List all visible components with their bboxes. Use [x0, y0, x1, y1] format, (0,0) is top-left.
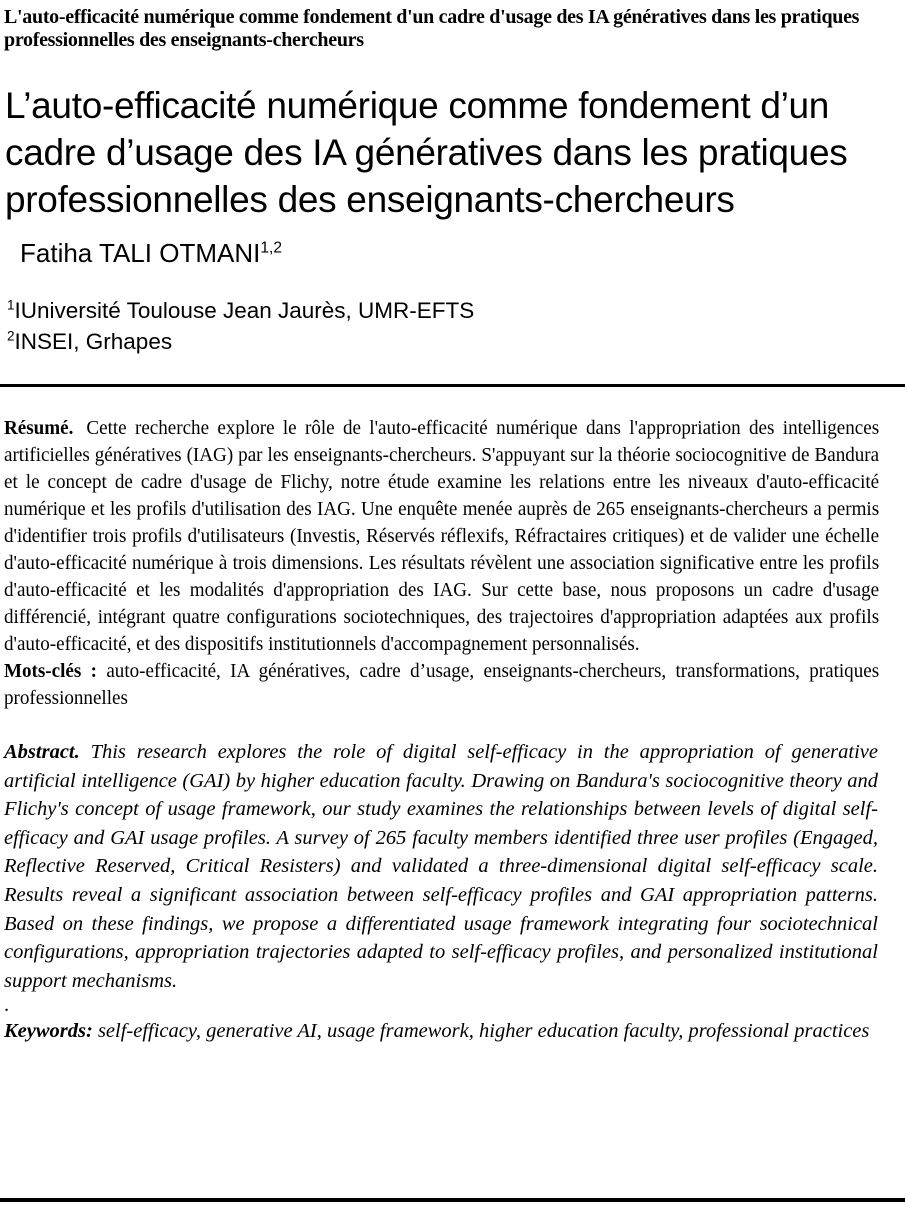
- mots-cles-label: Mots-clés :: [4, 660, 97, 682]
- keywords-label: Keywords:: [4, 1020, 93, 1043]
- resume-paragraph: [4, 415, 879, 658]
- mots-cles-paragraph: [4, 658, 879, 712]
- top-divider: [0, 384, 905, 387]
- affiliation-2-marker: 2: [7, 328, 15, 344]
- resume-text: Cette recherche explore le rôle de l'auto-efficacité numérique dans l'appropriation des intelligences artificielles génératives (IAG) par les enseignants-chercheurs. S'appuyant sur la théorie sociocognitive de Bandura et le concept de cadre d'usage de Flichy, notre étude examine les relations entre les niveaux d'auto-efficacité numérique et les profils d'utilisation des IAG. Une enquête menée auprès de 265 enseignants-chercheurs a permis d'identifier trois profils d'utilisateurs (Investis, Réservés réflexifs, Réfractaires critiques) et de valider une échelle d'auto-efficacité numérique à trois dimensions. Les résultats révèlent une association significative entre les profils d'auto-efficacité et les modalités d'appropriation des IAG. Sur cette base, nous proposons un cadre d'usage différencié, intégrant quatre configurations sociotechniques, des trajectoires d'appropriation adaptées aux profils d'auto-efficacité, et des dispositifs institutionnels d'accompagnement personnalisés.: [4, 417, 880, 655]
- affiliations: [7, 295, 905, 357]
- author-name: Fatiha TALI OTMANI: [20, 238, 261, 268]
- affiliation-2-text: INSEI, Grhapes: [14, 329, 173, 354]
- affiliation-line-2: [7, 326, 905, 357]
- author-superscript: 1,2: [260, 239, 283, 257]
- mots-cles-text: auto-efficacité, IA génératives, cadre d’usage, enseignants-chercheurs, transformations, pratiques professionnelles: [4, 660, 880, 709]
- resume-label: Résumé.: [4, 417, 74, 439]
- keywords-paragraph: [4, 1017, 878, 1046]
- author-line: [20, 238, 905, 268]
- abstract-label: Abstract.: [4, 741, 80, 763]
- affiliation-1-text: IUniversité Toulouse Jean Jaurès, UMR-EFTS: [14, 298, 475, 323]
- english-abstract-section: [4, 738, 878, 1046]
- running-title: L'auto-efficacité numérique comme fondement d'un cadre d'usage des IA génératives dans les pratiques professionnelles des enseignants-chercheurs: [4, 6, 860, 51]
- abstract-paragraph: [4, 738, 878, 995]
- affiliation-line-1: [7, 295, 905, 326]
- page-title: L’auto-efficacité numérique comme fondement d’un cadre d’usage des IA génératives dans les pratiques professionnelles des enseignants-chercheurs: [5, 85, 848, 220]
- stray-period: .: [4, 994, 10, 1017]
- french-abstract-section: [4, 415, 879, 712]
- abstract-text: This research explores the role of digital self-efficacy in the appropriation of generative artificial intelligence (GAI) by higher education faculty. Drawing on Bandura's sociocognitive theory and Flichy's concept of usage framework, our study examines the relationships between levels of digital self-efficacy and GAI usage profiles. A survey of 265 faculty members identified three user profiles (Engaged, Reflective Reserved, Critical Resisters) and validated a three-dimensional digital self-efficacy scale. Results reveal a significant association between self-efficacy profiles and GAI appropriation patterns. Based on these findings, we propose a differentiated usage framework integrating four sociotechnical configurations, appropriation trajectories adapted to self-efficacy profiles, and personalized institutional support mechanisms.: [4, 741, 879, 992]
- keywords-text: self-efficacy, generative AI, usage framework, higher education faculty, professional practices: [97, 1020, 870, 1043]
- bottom-divider: [0, 1198, 905, 1202]
- affiliation-1-marker: 1: [7, 297, 15, 313]
